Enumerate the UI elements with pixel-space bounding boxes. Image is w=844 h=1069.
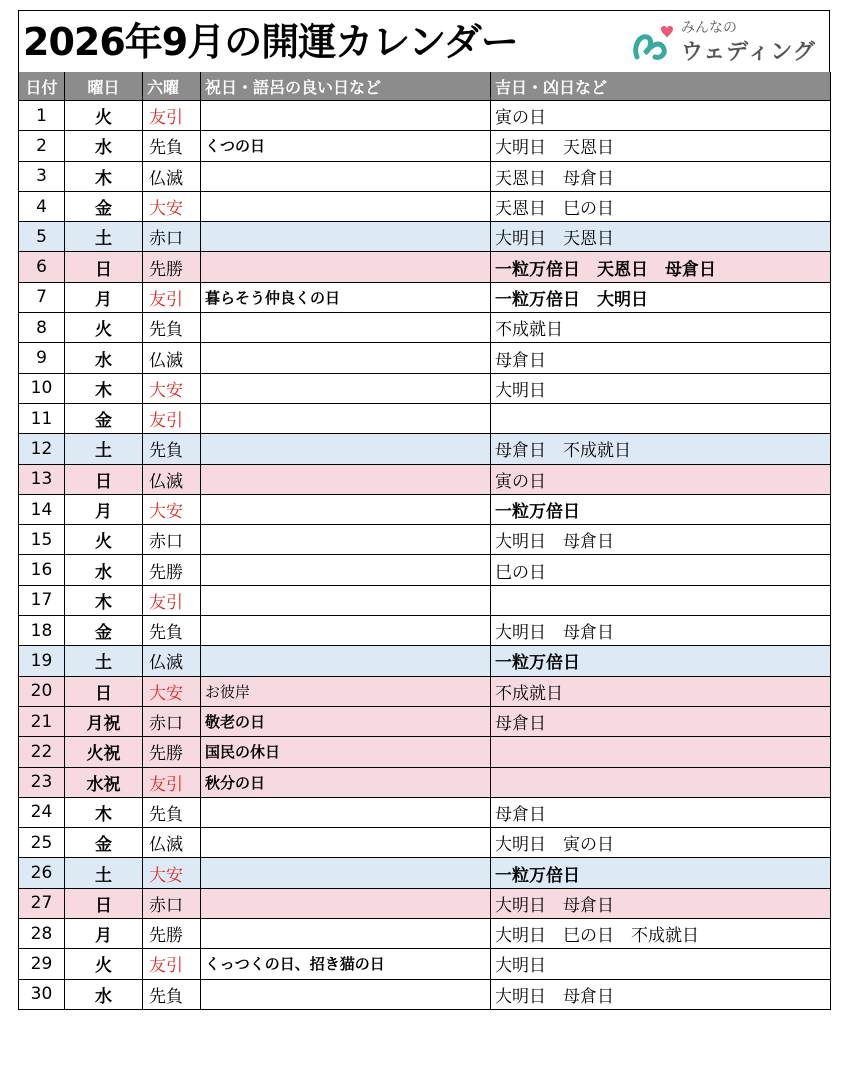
table-row	[19, 919, 831, 949]
cell-luck	[491, 767, 831, 797]
table-row	[19, 373, 831, 403]
table-row	[19, 464, 831, 494]
cell-day: 4	[19, 191, 65, 221]
cell-day: 19	[19, 646, 65, 676]
table-row	[19, 979, 831, 1009]
cell-weekday: 金	[65, 191, 143, 221]
cell-day: 27	[19, 888, 65, 918]
table-row	[19, 676, 831, 706]
cell-luck: 大明日 寅の日	[491, 828, 831, 858]
cell-day: 22	[19, 737, 65, 767]
table-row	[19, 191, 831, 221]
cell-rokuyo: 仏滅	[143, 161, 201, 191]
cell-day: 25	[19, 828, 65, 858]
cell-rokuyo: 友引	[143, 949, 201, 979]
cell-luck: 天恩日 巳の日	[491, 191, 831, 221]
cell-holiday	[201, 979, 491, 1009]
cell-weekday: 日	[65, 252, 143, 282]
header-rokuyo: 六曜	[143, 72, 201, 101]
cell-rokuyo: 赤口	[143, 222, 201, 252]
cell-luck: 一粒万倍日	[491, 646, 831, 676]
table-row	[19, 646, 831, 676]
cell-rokuyo: 先負	[143, 979, 201, 1009]
cell-weekday: 日	[65, 676, 143, 706]
cell-luck: 大明日 母倉日	[491, 525, 831, 555]
table-row	[19, 797, 831, 827]
cell-weekday: 金	[65, 616, 143, 646]
cell-luck	[491, 737, 831, 767]
table-row	[19, 282, 831, 312]
cell-day: 10	[19, 373, 65, 403]
header-day: 日付	[19, 72, 65, 101]
cell-rokuyo: 先負	[143, 434, 201, 464]
cell-day: 12	[19, 434, 65, 464]
cell-holiday	[201, 919, 491, 949]
table-row	[19, 706, 831, 736]
cell-holiday: 秋分の日	[201, 767, 491, 797]
cell-luck: 寅の日	[491, 101, 831, 131]
cell-weekday: 金	[65, 828, 143, 858]
cell-weekday: 火	[65, 313, 143, 343]
cell-day: 7	[19, 282, 65, 312]
cell-luck: 母倉日	[491, 797, 831, 827]
cell-luck: 大明日 母倉日	[491, 888, 831, 918]
table-row	[19, 888, 831, 918]
cell-luck: 一粒万倍日 天恩日 母倉日	[491, 252, 831, 282]
logo-text-small: みんなの	[681, 20, 737, 36]
cell-holiday	[201, 313, 491, 343]
cell-rokuyo: 仏滅	[143, 343, 201, 373]
table-row	[19, 828, 831, 858]
table-row	[19, 222, 831, 252]
cell-weekday: 土	[65, 858, 143, 888]
cell-holiday	[201, 191, 491, 221]
cell-holiday	[201, 646, 491, 676]
cell-rokuyo: 先勝	[143, 919, 201, 949]
cell-rokuyo: 先負	[143, 313, 201, 343]
cell-rokuyo: 赤口	[143, 525, 201, 555]
heart-logo-icon	[631, 23, 675, 63]
cell-day: 30	[19, 979, 65, 1009]
cell-day: 20	[19, 676, 65, 706]
cell-day: 1	[19, 101, 65, 131]
cell-holiday	[201, 828, 491, 858]
cell-rokuyo: 仏滅	[143, 828, 201, 858]
cell-day: 9	[19, 343, 65, 373]
cell-day: 18	[19, 616, 65, 646]
cell-day: 23	[19, 767, 65, 797]
cell-day: 15	[19, 525, 65, 555]
cell-rokuyo: 先負	[143, 131, 201, 161]
cell-day: 29	[19, 949, 65, 979]
table-row	[19, 858, 831, 888]
cell-holiday: 暮らそう仲良くの日	[201, 282, 491, 312]
cell-rokuyo: 大安	[143, 858, 201, 888]
cell-luck: 巳の日	[491, 555, 831, 585]
cell-holiday: お彼岸	[201, 676, 491, 706]
cell-luck: 母倉日	[491, 343, 831, 373]
cell-weekday: 土	[65, 434, 143, 464]
cell-day: 13	[19, 464, 65, 494]
cell-rokuyo: 先負	[143, 797, 201, 827]
cell-day: 2	[19, 131, 65, 161]
cell-rokuyo: 先勝	[143, 252, 201, 282]
cell-holiday	[201, 494, 491, 524]
cell-holiday	[201, 373, 491, 403]
cell-day: 28	[19, 919, 65, 949]
cell-holiday	[201, 434, 491, 464]
cell-rokuyo: 大安	[143, 191, 201, 221]
cell-day: 24	[19, 797, 65, 827]
cell-day: 14	[19, 494, 65, 524]
cell-luck: 大明日 母倉日	[491, 979, 831, 1009]
cell-weekday: 月祝	[65, 706, 143, 736]
cell-weekday: 金	[65, 403, 143, 433]
cell-weekday: 木	[65, 585, 143, 615]
cell-holiday	[201, 616, 491, 646]
cell-day: 16	[19, 555, 65, 585]
cell-holiday	[201, 525, 491, 555]
table-row	[19, 101, 831, 131]
cell-luck: 不成就日	[491, 676, 831, 706]
cell-weekday: 火	[65, 525, 143, 555]
cell-weekday: 月	[65, 919, 143, 949]
cell-holiday	[201, 343, 491, 373]
cell-holiday	[201, 403, 491, 433]
table-body	[19, 101, 831, 1010]
table-row	[19, 737, 831, 767]
table-row	[19, 555, 831, 585]
cell-rokuyo: 先負	[143, 616, 201, 646]
cell-weekday: 水	[65, 343, 143, 373]
cell-weekday: 土	[65, 646, 143, 676]
cell-luck: 大明日	[491, 373, 831, 403]
page-title: 2026年9月の開運カレンダー	[23, 20, 518, 64]
table-row	[19, 434, 831, 464]
cell-rokuyo: 大安	[143, 373, 201, 403]
cell-holiday	[201, 101, 491, 131]
cell-rokuyo: 赤口	[143, 888, 201, 918]
cell-weekday: 月	[65, 282, 143, 312]
table-row	[19, 767, 831, 797]
cell-weekday: 木	[65, 373, 143, 403]
table-row	[19, 585, 831, 615]
table-row	[19, 616, 831, 646]
cell-rokuyo: 仏滅	[143, 646, 201, 676]
cell-weekday: 日	[65, 888, 143, 918]
cell-luck: 寅の日	[491, 464, 831, 494]
cell-luck: 天恩日 母倉日	[491, 161, 831, 191]
brand-logo	[631, 17, 821, 67]
header-holiday: 祝日・語呂の良い日など	[201, 72, 491, 101]
cell-weekday: 木	[65, 797, 143, 827]
cell-day: 17	[19, 585, 65, 615]
cell-rokuyo: 友引	[143, 767, 201, 797]
cell-luck: 母倉日	[491, 706, 831, 736]
cell-rokuyo: 赤口	[143, 706, 201, 736]
cell-holiday	[201, 888, 491, 918]
cell-rokuyo: 友引	[143, 282, 201, 312]
cell-rokuyo: 大安	[143, 494, 201, 524]
cell-luck: 不成就日	[491, 313, 831, 343]
cell-holiday	[201, 585, 491, 615]
cell-day: 3	[19, 161, 65, 191]
table-row	[19, 343, 831, 373]
cell-luck: 一粒万倍日	[491, 858, 831, 888]
table-row	[19, 252, 831, 282]
cell-rokuyo: 先勝	[143, 555, 201, 585]
calendar-table	[18, 72, 831, 1010]
cell-luck: 大明日 天恩日	[491, 131, 831, 161]
table-row	[19, 131, 831, 161]
table-header	[19, 72, 831, 101]
cell-weekday: 水	[65, 555, 143, 585]
table-row	[19, 949, 831, 979]
cell-luck	[491, 585, 831, 615]
cell-luck: 母倉日 不成就日	[491, 434, 831, 464]
cell-weekday: 月	[65, 494, 143, 524]
cell-holiday	[201, 222, 491, 252]
cell-weekday: 日	[65, 464, 143, 494]
cell-weekday: 火祝	[65, 737, 143, 767]
table-row	[19, 161, 831, 191]
cell-weekday: 火	[65, 949, 143, 979]
cell-holiday	[201, 858, 491, 888]
cell-luck: 大明日	[491, 949, 831, 979]
cell-day: 6	[19, 252, 65, 282]
cell-day: 11	[19, 403, 65, 433]
cell-day: 26	[19, 858, 65, 888]
cell-rokuyo: 先勝	[143, 737, 201, 767]
cell-day: 5	[19, 222, 65, 252]
table-row	[19, 313, 831, 343]
cell-holiday: 敬老の日	[201, 706, 491, 736]
cell-luck: 大明日 天恩日	[491, 222, 831, 252]
cell-weekday: 水	[65, 979, 143, 1009]
title-bar	[18, 10, 830, 72]
table-row	[19, 403, 831, 433]
cell-luck: 一粒万倍日	[491, 494, 831, 524]
cell-luck: 大明日 母倉日	[491, 616, 831, 646]
cell-rokuyo: 仏滅	[143, 464, 201, 494]
table-row	[19, 525, 831, 555]
cell-holiday	[201, 161, 491, 191]
logo-text-big: ウェディング	[681, 40, 816, 65]
cell-day: 8	[19, 313, 65, 343]
cell-rokuyo: 友引	[143, 101, 201, 131]
cell-weekday: 火	[65, 101, 143, 131]
calendar-sheet	[18, 10, 830, 1010]
cell-rokuyo: 友引	[143, 585, 201, 615]
cell-luck	[491, 403, 831, 433]
cell-holiday	[201, 797, 491, 827]
cell-weekday: 土	[65, 222, 143, 252]
cell-luck: 大明日 巳の日 不成就日	[491, 919, 831, 949]
cell-rokuyo: 大安	[143, 676, 201, 706]
cell-holiday: くっつくの日、招き猫の日	[201, 949, 491, 979]
cell-weekday: 水	[65, 131, 143, 161]
cell-holiday	[201, 464, 491, 494]
cell-day: 21	[19, 706, 65, 736]
cell-holiday: くつの日	[201, 131, 491, 161]
table-row	[19, 494, 831, 524]
cell-rokuyo: 友引	[143, 403, 201, 433]
header-weekday: 曜日	[65, 72, 143, 101]
cell-holiday: 国民の休日	[201, 737, 491, 767]
cell-holiday	[201, 252, 491, 282]
cell-weekday: 木	[65, 161, 143, 191]
cell-holiday	[201, 555, 491, 585]
header-luck: 吉日・凶日など	[491, 72, 831, 101]
cell-weekday: 水祝	[65, 767, 143, 797]
cell-luck: 一粒万倍日 大明日	[491, 282, 831, 312]
